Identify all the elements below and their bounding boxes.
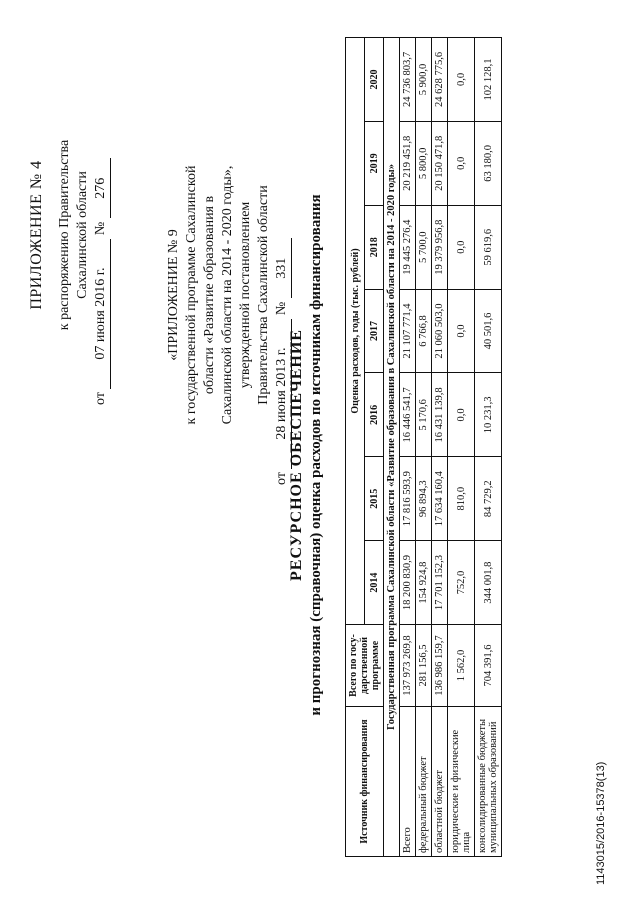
table-row xyxy=(475,38,502,857)
value-cell: 63 180,0 xyxy=(475,121,502,205)
from-label: от xyxy=(274,472,289,485)
value-cell: 59 619,6 xyxy=(475,205,502,289)
value-cell: 752,0 xyxy=(448,541,475,625)
value-cell: 344 001,8 xyxy=(475,541,502,625)
header-year: 2019 xyxy=(365,121,384,205)
header-year: 2020 xyxy=(365,38,384,122)
value-cell: 6 766,8 xyxy=(416,289,432,373)
value-cell: 20 150 471,8 xyxy=(432,121,448,205)
resource-table xyxy=(345,37,502,857)
number-label: № xyxy=(274,301,289,316)
appendix-line: Сахалинской области xyxy=(75,171,90,299)
appendix-date-line xyxy=(92,65,111,405)
value-cell: 5 800,0 xyxy=(416,121,432,205)
value-cell: 5 170,6 xyxy=(416,373,432,457)
program-row xyxy=(384,38,400,857)
value-cell: 154 924,8 xyxy=(416,541,432,625)
header-year: 2017 xyxy=(365,289,384,373)
gp-line: Сахалинской области на 2014 - 2020 годы», xyxy=(220,165,235,425)
gp-line: «ПРИЛОЖЕНИЕ № 9 xyxy=(166,229,181,361)
value-cell: 16 446 541,7 xyxy=(400,373,416,457)
total-cell: 1 562,0 xyxy=(448,625,475,707)
value-cell: 0,0 xyxy=(448,121,475,205)
gp-line: области «Развитие образования в xyxy=(202,195,217,395)
value-cell: 0,0 xyxy=(448,373,475,457)
document-page xyxy=(20,25,620,885)
number-label: № xyxy=(93,221,108,236)
header-year: 2018 xyxy=(365,205,384,289)
value-cell: 0,0 xyxy=(448,205,475,289)
source-cell: областной бюджет xyxy=(432,707,448,857)
footer-code: 1143015/2016-15378(13) xyxy=(595,761,607,885)
gp-appendix-block xyxy=(165,105,292,485)
total-cell: 136 986 159,7 xyxy=(432,625,448,707)
total-cell: 704 391,6 xyxy=(475,625,502,707)
gp-date: 28 июня 2013 г. xyxy=(273,319,292,469)
value-cell: 17 634 160,4 xyxy=(432,457,448,541)
header-year: 2014 xyxy=(365,541,384,625)
gp-line: Правительства Сахалинской области xyxy=(256,185,271,405)
value-cell: 10 231,3 xyxy=(475,373,502,457)
source-cell: консолидированные бюджеты муниципальных образований xyxy=(475,707,502,857)
table-row xyxy=(416,38,432,857)
table-row xyxy=(448,38,475,857)
gp-number: 331 xyxy=(273,238,292,298)
header-estimate: Оценка расходов, годы (тыс. рублей) xyxy=(346,38,365,625)
appendix-date: 07 июня 2016 г. xyxy=(92,239,111,389)
value-cell: 810,0 xyxy=(448,457,475,541)
value-cell: 24 736 803,7 xyxy=(400,38,416,122)
title-subtitle: и прогнозная (справочная) оценка расходов по источникам финансирования xyxy=(308,194,324,716)
value-cell: 5 900,0 xyxy=(416,38,432,122)
appendix-number: 276 xyxy=(92,158,111,218)
source-cell: Всего xyxy=(400,707,416,857)
table-row xyxy=(432,38,448,857)
value-cell: 19 379 956,8 xyxy=(432,205,448,289)
title-main: РЕСУРСНОЕ ОБЕСПЕЧЕНИЕ xyxy=(288,329,305,581)
gp-line: к государственной программе Сахалинской xyxy=(184,165,199,425)
value-cell: 21 060 503,0 xyxy=(432,289,448,373)
from-label: от xyxy=(93,392,108,405)
table-row xyxy=(400,38,416,857)
appendix-line: к распоряжению Правительства xyxy=(57,139,72,331)
header-source: Источник финансирования xyxy=(346,707,384,857)
header-year: 2015 xyxy=(365,457,384,541)
value-cell: 18 200 830,9 xyxy=(400,541,416,625)
value-cell: 17 701 152,3 xyxy=(432,541,448,625)
document-title xyxy=(288,65,325,845)
resource-table-wrapper xyxy=(345,37,502,857)
value-cell: 19 445 276,4 xyxy=(400,205,416,289)
source-cell: федеральный бюджет xyxy=(416,707,432,857)
header-year: 2016 xyxy=(365,373,384,457)
total-cell: 281 156,5 xyxy=(416,625,432,707)
value-cell: 84 729,2 xyxy=(475,457,502,541)
value-cell: 24 628 775,6 xyxy=(432,38,448,122)
value-cell: 5 700,0 xyxy=(416,205,432,289)
appendix-title: ПРИЛОЖЕНИЕ № 4 xyxy=(28,160,45,310)
appendix-block xyxy=(28,65,111,405)
value-cell: 0,0 xyxy=(448,289,475,373)
program-title-cell: Государственная программа Сахалинской области «Развитие образования в Сахалинской области на 2014 - 2020 годы» xyxy=(384,38,400,857)
header-total: Всего по госу-дарственной программе xyxy=(346,625,384,707)
value-cell: 40 501,6 xyxy=(475,289,502,373)
gp-line: утвержденной постановлением xyxy=(238,201,253,389)
value-cell: 17 816 593,9 xyxy=(400,457,416,541)
value-cell: 96 894,3 xyxy=(416,457,432,541)
value-cell: 16 431 139,8 xyxy=(432,373,448,457)
total-cell: 137 973 269,8 xyxy=(400,625,416,707)
value-cell: 102 128,1 xyxy=(475,38,502,122)
source-cell: юридические и физические лица xyxy=(448,707,475,857)
value-cell: 20 219 451,8 xyxy=(400,121,416,205)
value-cell: 21 107 771,4 xyxy=(400,289,416,373)
value-cell: 0,0 xyxy=(448,38,475,122)
